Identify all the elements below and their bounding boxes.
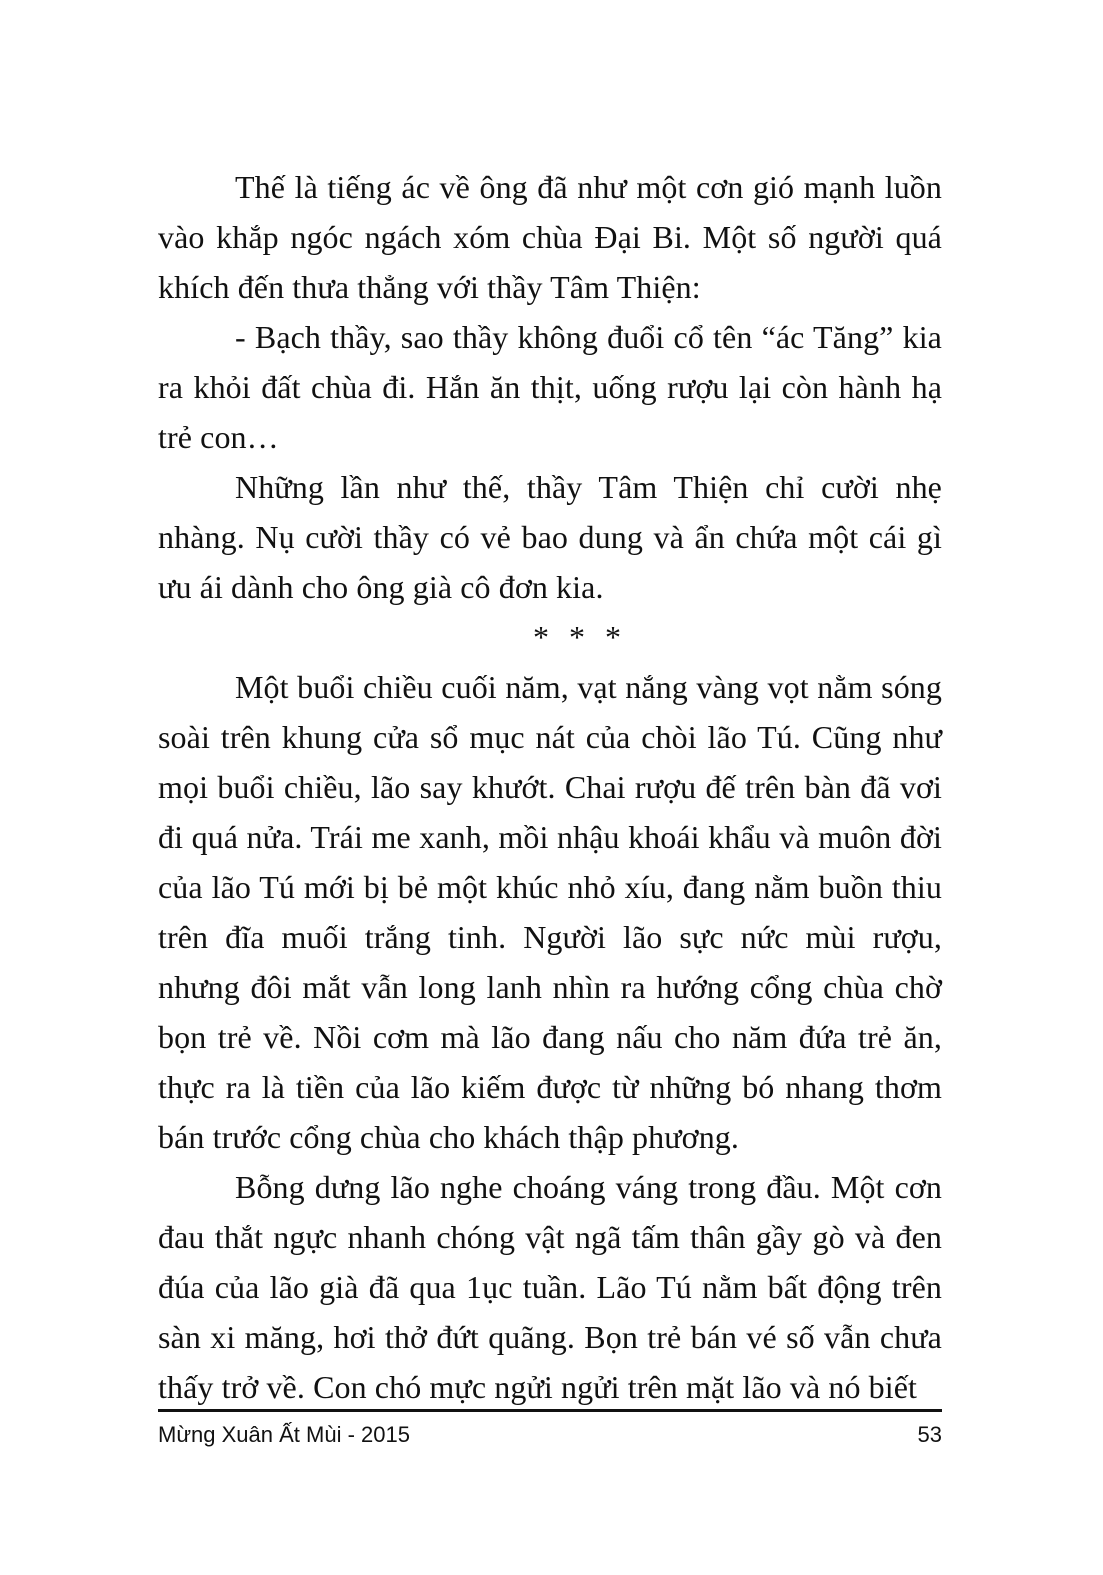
page-number: 53 <box>917 1422 942 1447</box>
paragraph: Bỗng dưng lão nghe choáng váng trong đầu. Một cơn đau thắt ngực nhanh chóng vật ngã tấm thân gầy gò và đen đúa của lão già đã qua 1ục tuần. Lão Tú nằm bất động trên sàn xi măng, hơi thở đứt quãng. Bọn trẻ bán vé số vẫn chưa thấy trở về. Con chó mực ngửi ngửi trên mặt lão và nó biết <box>158 1169 942 1405</box>
paragraph: - Bạch thầy, sao thầy không đuổi cổ tên “ác Tăng” kia ra khỏi đất chùa đi. Hắn ăn thịt, uống rượu lại còn hành hạ trẻ con… <box>158 319 942 455</box>
section-divider: * * * <box>533 619 627 655</box>
paragraph: Những lần như thế, thầy Tâm Thiện chỉ cười nhẹ nhàng. Nụ cười thầy có vẻ bao dung và ẩn chứa một cái gì ưu ái dành cho ông già cô đơn kia. <box>158 469 942 605</box>
footer-title: Mừng Xuân Ất Mùi - 2015 <box>158 1422 410 1447</box>
story-text <box>158 162 942 1412</box>
paragraph: Một buổi chiều cuối năm, vạt nắng vàng vọt nằm sóng soài trên khung cửa sổ mục nát của chòi lão Tú. Cũng như mọi buổi chiều, lão say khướt. Chai rượu đế trên bàn đã vơi đi quá nửa. Trái me xanh, mồi nhậu khoái khẩu và muôn đời của lão Tú mới bị bẻ một khúc nhỏ xíu, đang nằm buồn thiu trên đĩa muối trắng tinh. Người lão sực nức mùi rượu, nhưng đôi mắt vẫn long lanh nhìn ra hướng cổng chùa chờ bọn trẻ về. Nồi cơm mà lão đang nấu cho năm đứa trẻ ăn, thực ra là tiền của lão kiếm được từ những bó nhang thơm bán trước cổng chùa cho khách thập phương. <box>158 669 942 1155</box>
footer-rule <box>158 1409 942 1412</box>
paragraph: Thế là tiếng ác về ông đã như một cơn gió mạnh luồn vào khắp ngóc ngách xóm chùa Đại Bi. Một số người quá khích đến thưa thẳng với thầy Tâm Thiện: <box>158 169 942 305</box>
